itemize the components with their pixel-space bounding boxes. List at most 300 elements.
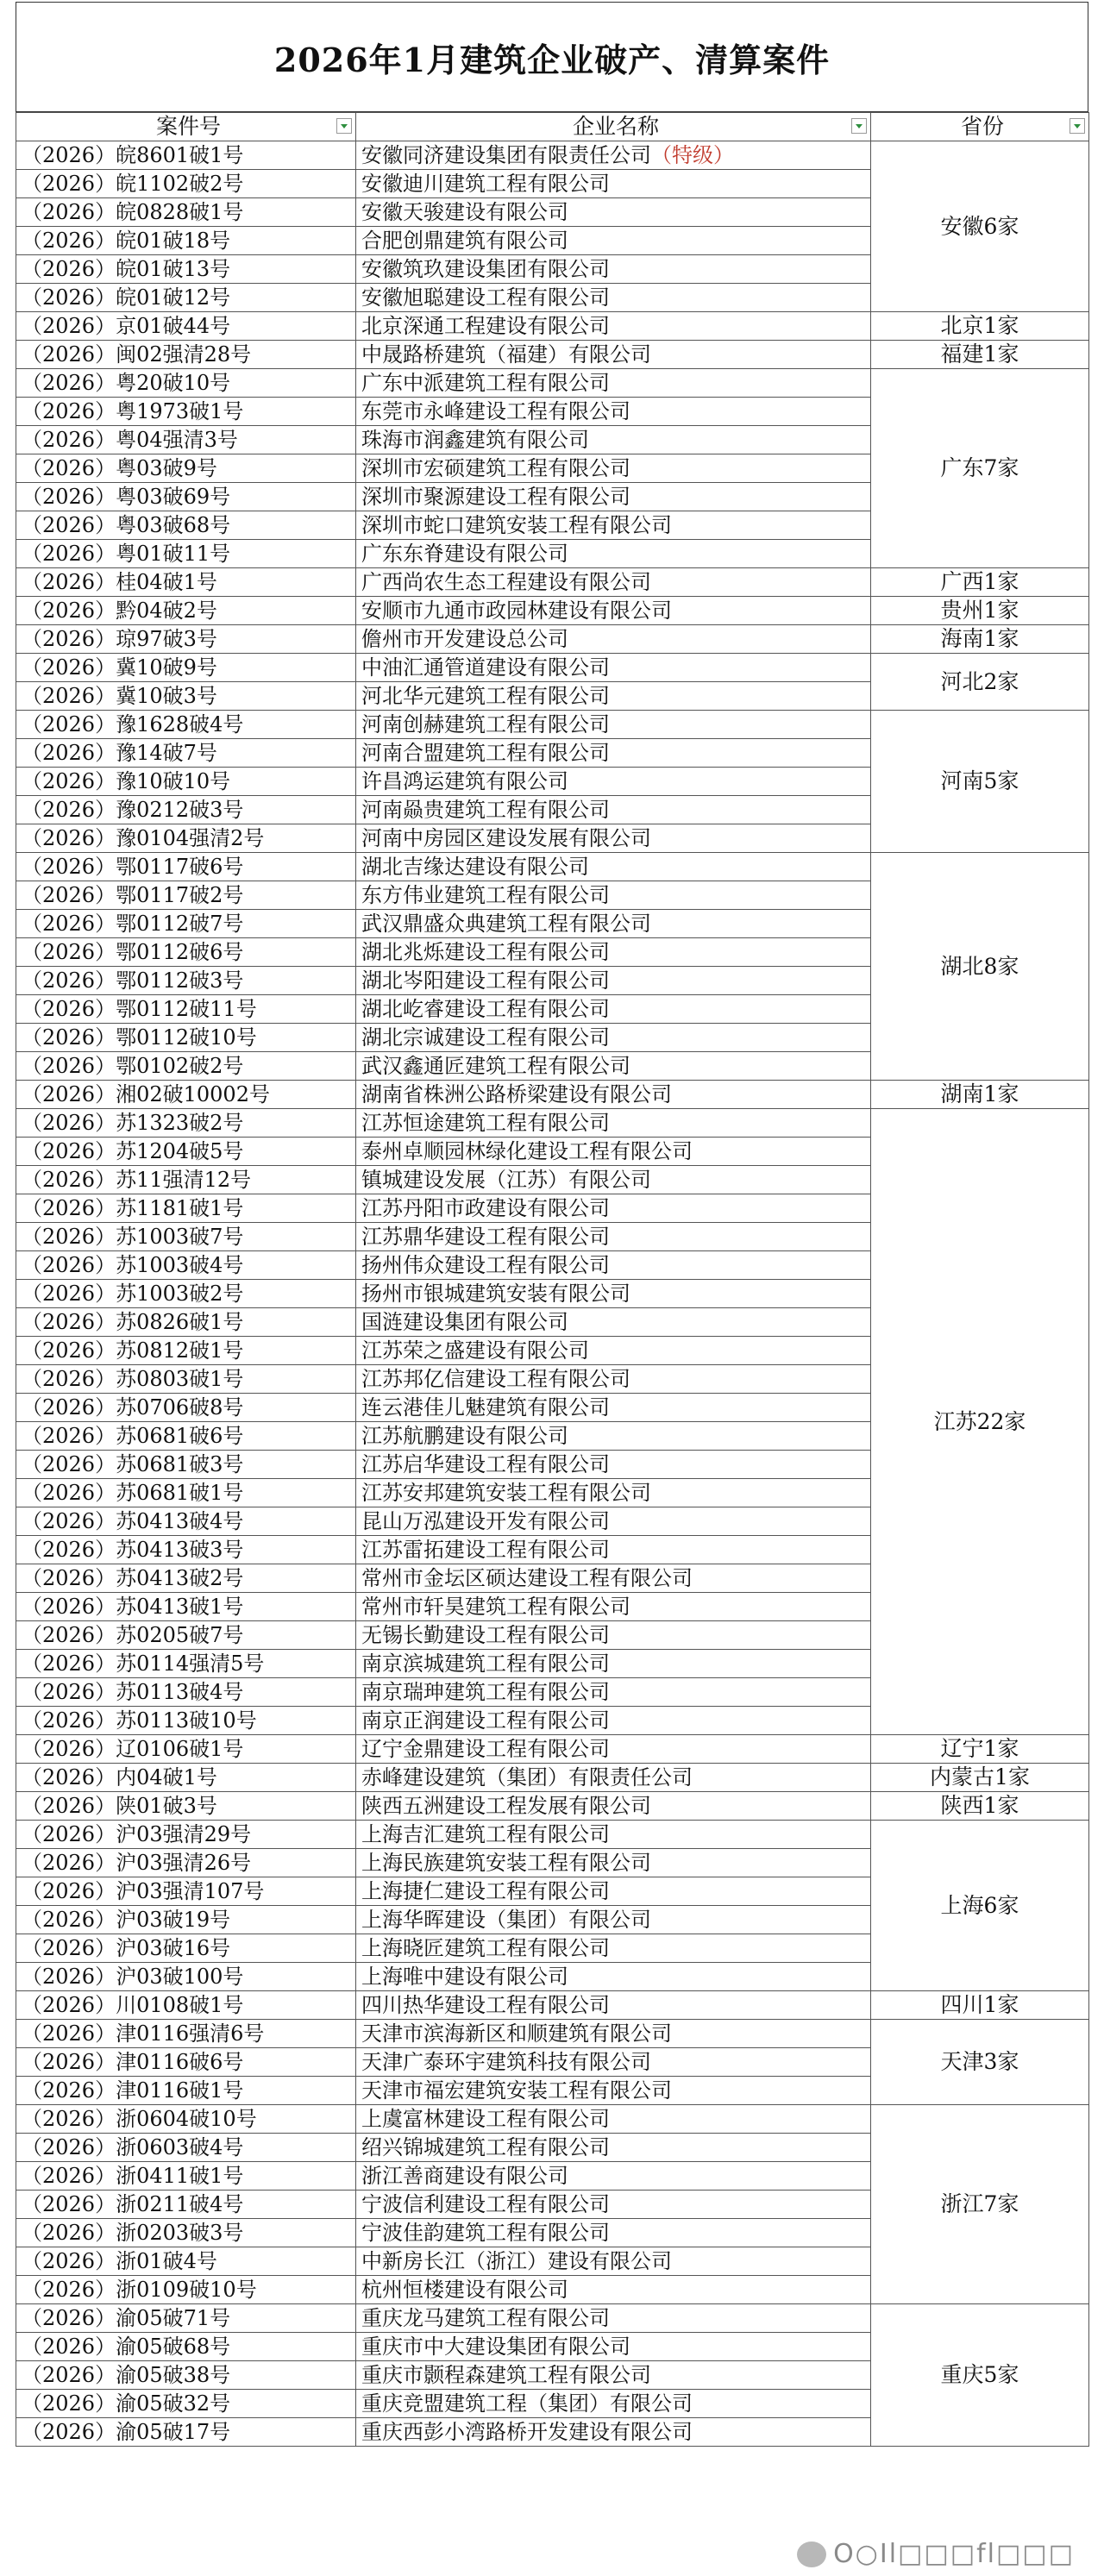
company-name: 浙江善商建设有限公司: [361, 2164, 568, 2188]
company-name: 广东东脊建设有限公司: [361, 542, 568, 566]
province-cell[interactable]: 湖南1家: [871, 1081, 1089, 1109]
watermark-text: O○Il□□□fl□□□: [833, 2539, 1075, 2569]
header-company: [356, 113, 871, 141]
company-name: 常州市金坛区硕达建设工程有限公司: [361, 1566, 693, 1590]
case-number-cell[interactable]: （2026）沪03破19号: [16, 1906, 356, 1934]
case-number-cell[interactable]: （2026）苏0113破4号: [16, 1678, 356, 1707]
case-number-cell[interactable]: （2026）豫0104强清2号: [16, 824, 356, 853]
case-number-cell[interactable]: （2026）苏1003破2号: [16, 1280, 356, 1308]
company-name: 常州市轩昊建筑工程有限公司: [361, 1595, 630, 1619]
company-name-cell[interactable]: [356, 1621, 871, 1650]
company-name-cell[interactable]: [356, 995, 871, 1024]
company-name-cell[interactable]: [356, 2077, 871, 2105]
company-name: 重庆龙马建筑工程有限公司: [361, 2306, 610, 2330]
case-number-cell[interactable]: （2026）粤01破11号: [16, 540, 356, 568]
company-name: 天津市滨海新区和顺建筑有限公司: [361, 2021, 672, 2046]
company-name: 扬州市银城建筑安装有限公司: [361, 1282, 630, 1306]
company-name-cell[interactable]: [356, 1821, 871, 1849]
company-name: 湖北兆烁建设工程有限公司: [361, 940, 610, 964]
case-number-cell[interactable]: （2026）苏0413破4号: [16, 1507, 356, 1536]
company-name-cell[interactable]: [356, 2191, 871, 2219]
company-name-cell[interactable]: [356, 1081, 871, 1109]
company-name: 安顺市九通市政园林建设有限公司: [361, 599, 672, 623]
company-name-cell[interactable]: [356, 2333, 871, 2361]
table-row: [16, 1109, 1089, 1138]
case-number-cell[interactable]: （2026）粤03破69号: [16, 483, 356, 511]
company-name: 广东中派建筑工程有限公司: [361, 371, 610, 395]
company-name-cell[interactable]: [356, 1280, 871, 1308]
company-name-cell[interactable]: [356, 540, 871, 568]
company-name-cell[interactable]: [356, 2361, 871, 2390]
case-number-cell[interactable]: （2026）浙01破4号: [16, 2247, 356, 2276]
company-name: 天津广泰环宇建筑科技有限公司: [361, 2050, 651, 2074]
case-number-cell[interactable]: （2026）粤03破9号: [16, 454, 356, 483]
company-name: 上虞富林建设工程有限公司: [361, 2107, 610, 2131]
company-name-cell[interactable]: [356, 1735, 871, 1764]
case-number-cell[interactable]: （2026）豫14破7号: [16, 739, 356, 768]
province-cell[interactable]: 福建1家: [871, 341, 1089, 369]
company-name-cell[interactable]: [356, 341, 871, 369]
company-name: 江苏安邦建筑安装工程有限公司: [361, 1481, 651, 1505]
company-name-cell[interactable]: [356, 739, 871, 768]
case-number-cell[interactable]: （2026）皖8601破1号: [16, 141, 356, 170]
table-row: [16, 568, 1089, 597]
table-row: [16, 1821, 1089, 1849]
company-name: 无锡长勤建设工程有限公司: [361, 1623, 610, 1647]
company-name-cell[interactable]: [356, 2418, 871, 2447]
company-name-cell[interactable]: [356, 2276, 871, 2304]
case-number-cell[interactable]: （2026）苏0812破1号: [16, 1337, 356, 1365]
filter-dropdown-icon[interactable]: [1070, 118, 1085, 134]
company-name-cell[interactable]: [356, 2134, 871, 2162]
company-name-cell[interactable]: [356, 568, 871, 597]
company-name-cell[interactable]: [356, 284, 871, 312]
table-row: [16, 1081, 1089, 1109]
company-name-cell[interactable]: [356, 1451, 871, 1479]
case-number-cell[interactable]: （2026）鄂0117破6号: [16, 853, 356, 881]
company-name-cell[interactable]: [356, 454, 871, 483]
table-row: [16, 625, 1089, 654]
company-name-cell[interactable]: [356, 1792, 871, 1821]
company-name-cell[interactable]: [356, 768, 871, 796]
case-number-cell[interactable]: （2026）皖01破18号: [16, 227, 356, 255]
case-number-cell[interactable]: （2026）桂04破1号: [16, 568, 356, 597]
province-cell[interactable]: 江苏22家: [871, 1109, 1089, 1735]
case-number-cell[interactable]: （2026）豫1628破4号: [16, 711, 356, 739]
company-name-cell[interactable]: [356, 2048, 871, 2077]
company-name: 湖北岑阳建设工程有限公司: [361, 968, 610, 993]
company-name: 杭州恒楼建设有限公司: [361, 2278, 568, 2302]
company-name-cell[interactable]: [356, 938, 871, 967]
company-name: 昆山万泓建设开发有限公司: [361, 1509, 610, 1533]
case-number-cell[interactable]: （2026）京01破44号: [16, 312, 356, 341]
company-name: 中油汇通管道建设有限公司: [361, 655, 610, 680]
case-number-cell[interactable]: （2026）津0116强清6号: [16, 2020, 356, 2048]
company-name: 安徽同济建设集团有限责任公司: [361, 143, 651, 167]
case-number-cell[interactable]: （2026）苏1323破2号: [16, 1109, 356, 1138]
company-name: 重庆西彭小湾路桥开发建设有限公司: [361, 2420, 693, 2444]
header-case-no: [16, 113, 356, 141]
case-number-cell[interactable]: （2026）浙0203破3号: [16, 2219, 356, 2247]
case-number-cell[interactable]: （2026）沪03强清107号: [16, 1877, 356, 1906]
company-name: 武汉鼎盛众典建筑工程有限公司: [361, 912, 651, 936]
company-name: 湖北屹睿建设工程有限公司: [361, 997, 610, 1021]
table-row: [16, 1991, 1089, 2020]
case-number-cell[interactable]: （2026）黔04破2号: [16, 597, 356, 625]
company-name: 江苏恒途建筑工程有限公司: [361, 1111, 610, 1135]
case-table: [16, 112, 1089, 2447]
company-name: 许昌鸿运建筑有限公司: [361, 769, 568, 793]
company-name: 宁波信利建设工程有限公司: [361, 2192, 610, 2216]
case-number-cell[interactable]: （2026）陕01破3号: [16, 1792, 356, 1821]
company-name-cell[interactable]: [356, 682, 871, 711]
company-name: 上海民族建筑安装工程有限公司: [361, 1851, 651, 1875]
company-name: 上海晓匠建筑工程有限公司: [361, 1936, 610, 1960]
case-number-cell[interactable]: （2026）渝05破17号: [16, 2418, 356, 2447]
case-number-cell[interactable]: （2026）浙0411破1号: [16, 2162, 356, 2191]
company-name: 陕西五洲建设工程发展有限公司: [361, 1794, 651, 1818]
company-name-cell[interactable]: [356, 853, 871, 881]
company-name-cell[interactable]: [356, 1166, 871, 1194]
table-row: [16, 711, 1089, 739]
case-number-cell[interactable]: （2026）皖0828破1号: [16, 198, 356, 227]
case-number-cell[interactable]: （2026）苏1003破7号: [16, 1223, 356, 1251]
company-name: 江苏启华建设工程有限公司: [361, 1452, 610, 1476]
company-name: 东莞市永峰建设工程有限公司: [361, 399, 630, 423]
table-row: [16, 1735, 1089, 1764]
case-number-cell[interactable]: （2026）津0116破6号: [16, 2048, 356, 2077]
company-name-cell[interactable]: [356, 1764, 871, 1792]
company-name: 河南合盟建筑工程有限公司: [361, 741, 610, 765]
company-name-cell[interactable]: [356, 711, 871, 739]
header-company-label: 企业名称: [572, 114, 659, 139]
case-number-cell[interactable]: （2026）津0116破1号: [16, 2077, 356, 2105]
company-name: 绍兴锦城建筑工程有限公司: [361, 2135, 610, 2159]
spreadsheet: [16, 2, 1088, 2447]
case-number-cell[interactable]: （2026）冀10破9号: [16, 654, 356, 682]
table-row: [16, 2020, 1089, 2048]
province-cell[interactable]: 上海6家: [871, 1821, 1089, 1991]
case-number-cell[interactable]: （2026）沪03强清29号: [16, 1821, 356, 1849]
case-number-cell[interactable]: （2026）皖01破13号: [16, 255, 356, 284]
case-number-cell[interactable]: （2026）苏0826破1号: [16, 1308, 356, 1337]
company-name: 上海吉汇建筑工程有限公司: [361, 1822, 610, 1846]
case-number-cell[interactable]: （2026）皖1102破2号: [16, 170, 356, 198]
company-name: 赤峰建设建筑（集团）有限责任公司: [361, 1765, 693, 1789]
company-name-cell[interactable]: [356, 625, 871, 654]
company-name-cell[interactable]: [356, 597, 871, 625]
company-name: 重庆市中大建设集团有限公司: [361, 2335, 630, 2359]
company-name-cell[interactable]: [356, 1394, 871, 1422]
company-name: 上海捷仁建设工程有限公司: [361, 1879, 610, 1903]
province-cell[interactable]: 安徽6家: [871, 141, 1089, 312]
case-number-cell[interactable]: （2026）鄂0117破2号: [16, 881, 356, 910]
case-number-cell[interactable]: （2026）粤1973破1号: [16, 398, 356, 426]
case-number-cell[interactable]: （2026）渝05破71号: [16, 2304, 356, 2333]
company-name-cell[interactable]: [356, 796, 871, 824]
case-number-cell[interactable]: （2026）豫10破10号: [16, 768, 356, 796]
case-number-cell[interactable]: （2026）内04破1号: [16, 1764, 356, 1792]
company-name: 南京滨城建筑工程有限公司: [361, 1652, 610, 1676]
province-cell[interactable]: 天津3家: [871, 2020, 1089, 2105]
company-name-cell[interactable]: [356, 1678, 871, 1707]
company-name: 湖北宗诚建设工程有限公司: [361, 1025, 610, 1050]
company-name-cell[interactable]: [356, 1877, 871, 1906]
case-number-cell[interactable]: （2026）苏0681破3号: [16, 1451, 356, 1479]
company-name-cell[interactable]: [356, 1337, 871, 1365]
company-name: 四川热华建设工程有限公司: [361, 1993, 610, 2017]
company-name: 江苏丹阳市政建设有限公司: [361, 1196, 610, 1220]
company-name-cell[interactable]: [356, 2162, 871, 2191]
company-name-cell[interactable]: [356, 170, 871, 198]
case-number-cell[interactable]: （2026）浙0109破10号: [16, 2276, 356, 2304]
company-name-cell[interactable]: [356, 1934, 871, 1963]
company-name-cell[interactable]: [356, 1507, 871, 1536]
company-name-cell[interactable]: [356, 1849, 871, 1877]
company-name: 连云港佳儿魅建筑有限公司: [361, 1395, 610, 1420]
company-name-cell[interactable]: [356, 312, 871, 341]
case-number-cell[interactable]: （2026）苏1204破5号: [16, 1138, 356, 1166]
company-name: 儋州市开发建设总公司: [361, 627, 568, 651]
company-name-cell[interactable]: [356, 824, 871, 853]
case-number-cell[interactable]: （2026）粤03破68号: [16, 511, 356, 540]
company-name: 安徽天骏建设有限公司: [361, 200, 568, 224]
company-name: 深圳市聚源建设工程有限公司: [361, 485, 630, 509]
special-grade-tag: （特级）: [651, 143, 734, 167]
company-name-cell[interactable]: [356, 369, 871, 398]
company-name: 合肥创鼎建筑有限公司: [361, 229, 568, 253]
case-number-cell[interactable]: （2026）鄂0112破7号: [16, 910, 356, 938]
company-name-cell[interactable]: [356, 2020, 871, 2048]
case-number-cell[interactable]: （2026）鄂0112破3号: [16, 967, 356, 995]
company-name-cell[interactable]: [356, 1422, 871, 1451]
title-cell: [16, 2, 1088, 112]
company-name-cell[interactable]: [356, 1308, 871, 1337]
company-name: 南京瑞珅建筑工程有限公司: [361, 1680, 610, 1704]
company-name-cell[interactable]: [356, 141, 871, 170]
company-name: 江苏鼎华建设工程有限公司: [361, 1225, 610, 1249]
company-name: 广西尚农生态工程建设有限公司: [361, 570, 651, 594]
company-name-cell[interactable]: [356, 1365, 871, 1394]
case-number-cell[interactable]: （2026）沪03破16号: [16, 1934, 356, 1963]
province-cell[interactable]: 北京1家: [871, 312, 1089, 341]
company-name-cell[interactable]: [356, 654, 871, 682]
company-name-cell[interactable]: [356, 2304, 871, 2333]
table-row: [16, 369, 1089, 398]
company-name-cell[interactable]: [356, 1251, 871, 1280]
company-name-cell[interactable]: [356, 511, 871, 540]
case-number-cell[interactable]: （2026）浙0211破4号: [16, 2191, 356, 2219]
company-name: 江苏荣之盛建设有限公司: [361, 1338, 589, 1363]
table-row: [16, 853, 1089, 881]
case-number-cell[interactable]: （2026）渝05破68号: [16, 2333, 356, 2361]
company-name-cell[interactable]: [356, 2219, 871, 2247]
company-name: 安徽筑玖建设集团有限公司: [361, 257, 610, 281]
case-number-cell[interactable]: （2026）苏0706破8号: [16, 1394, 356, 1422]
case-number-cell[interactable]: （2026）皖01破12号: [16, 284, 356, 312]
company-name-cell[interactable]: [356, 1109, 871, 1138]
watermark: [797, 2539, 1075, 2569]
company-name-cell[interactable]: [356, 1052, 871, 1081]
company-name-cell[interactable]: [356, 1479, 871, 1507]
case-number-cell[interactable]: （2026）苏0681破1号: [16, 1479, 356, 1507]
province-cell[interactable]: 重庆5家: [871, 2304, 1089, 2447]
case-number-cell[interactable]: （2026）苏0681破6号: [16, 1422, 356, 1451]
company-name: 天津市福宏建筑安装工程有限公司: [361, 2078, 672, 2103]
case-number-cell[interactable]: （2026）苏0413破1号: [16, 1593, 356, 1621]
header-row: [16, 113, 1089, 141]
wechat-logo-icon: [797, 2542, 826, 2567]
province-cell[interactable]: 四川1家: [871, 1991, 1089, 2020]
page-title: 2026年1月建筑企业破产、清算案件: [273, 40, 831, 79]
table-row: [16, 597, 1089, 625]
case-number-cell[interactable]: （2026）苏0413破3号: [16, 1536, 356, 1564]
case-number-cell[interactable]: （2026）鄂0112破6号: [16, 938, 356, 967]
case-number-cell[interactable]: （2026）闽02强清28号: [16, 341, 356, 369]
company-name: 东方伟业建筑工程有限公司: [361, 883, 610, 907]
case-number-cell[interactable]: （2026）浙0603破4号: [16, 2134, 356, 2162]
company-name-cell[interactable]: [356, 1593, 871, 1621]
company-name-cell[interactable]: [356, 1650, 871, 1678]
company-name-cell[interactable]: [356, 1906, 871, 1934]
company-name: 北京深通工程建设有限公司: [361, 314, 610, 338]
company-name-cell[interactable]: [356, 1138, 871, 1166]
company-name: 宁波佳韵建筑工程有限公司: [361, 2221, 610, 2245]
company-name-cell[interactable]: [356, 881, 871, 910]
company-name-cell[interactable]: [356, 426, 871, 454]
case-number-cell[interactable]: （2026）苏0413破2号: [16, 1564, 356, 1593]
case-number-cell[interactable]: （2026）辽0106破1号: [16, 1735, 356, 1764]
company-name: 上海华晖建设（集团）有限公司: [361, 1908, 651, 1932]
company-name: 河南中房园区建设发展有限公司: [361, 826, 651, 850]
table-body: [16, 141, 1089, 2447]
company-name-cell[interactable]: [356, 1963, 871, 1991]
province-cell[interactable]: 海南1家: [871, 625, 1089, 654]
province-cell[interactable]: 浙江7家: [871, 2105, 1089, 2304]
province-cell[interactable]: 陕西1家: [871, 1792, 1089, 1821]
province-cell[interactable]: 河北2家: [871, 654, 1089, 711]
case-number-cell[interactable]: （2026）渝05破32号: [16, 2390, 356, 2418]
company-name: 南京正润建设工程有限公司: [361, 1708, 610, 1733]
company-name-cell[interactable]: [356, 1991, 871, 2020]
company-name: 上海唯中建设有限公司: [361, 1965, 568, 1989]
company-name: 中新房长江（浙江）建设有限公司: [361, 2249, 672, 2273]
company-name-cell[interactable]: [356, 1536, 871, 1564]
province-cell[interactable]: 河南5家: [871, 711, 1089, 853]
company-name-cell[interactable]: [356, 255, 871, 284]
case-number-cell[interactable]: （2026）苏0803破1号: [16, 1365, 356, 1394]
case-number-cell[interactable]: （2026）沪03强清26号: [16, 1849, 356, 1877]
company-name: 河北华元建筑工程有限公司: [361, 684, 610, 708]
table-row: [16, 141, 1089, 170]
case-number-cell[interactable]: （2026）琼97破3号: [16, 625, 356, 654]
case-number-cell[interactable]: （2026）鄂0102破2号: [16, 1052, 356, 1081]
province-cell[interactable]: 内蒙古1家: [871, 1764, 1089, 1792]
table-row: [16, 654, 1089, 682]
company-name: 珠海市润鑫建筑有限公司: [361, 428, 589, 452]
company-name-cell[interactable]: [356, 2105, 871, 2134]
case-number-cell[interactable]: （2026）苏0113破10号: [16, 1707, 356, 1735]
case-number-cell[interactable]: （2026）豫0212破3号: [16, 796, 356, 824]
company-name-cell[interactable]: [356, 198, 871, 227]
company-name-cell[interactable]: [356, 1223, 871, 1251]
company-name: 国涟建设集团有限公司: [361, 1310, 568, 1334]
company-name-cell[interactable]: [356, 967, 871, 995]
case-number-cell[interactable]: （2026）冀10破3号: [16, 682, 356, 711]
province-cell[interactable]: 湖北8家: [871, 853, 1089, 1081]
table-row: [16, 2304, 1089, 2333]
company-name: 深圳市宏硕建筑工程有限公司: [361, 456, 630, 480]
company-name: 武汉鑫通匠建筑工程有限公司: [361, 1054, 630, 1078]
company-name-cell[interactable]: [356, 2247, 871, 2276]
company-name: 扬州伟众建设工程有限公司: [361, 1253, 610, 1277]
header-province-label: 省份: [960, 114, 1004, 139]
company-name-cell[interactable]: [356, 483, 871, 511]
company-name-cell[interactable]: [356, 398, 871, 426]
company-name: 安徽迪川建筑工程有限公司: [361, 172, 610, 196]
company-name-cell[interactable]: [356, 910, 871, 938]
table-row: [16, 312, 1089, 341]
case-number-cell[interactable]: （2026）苏0205破7号: [16, 1621, 356, 1650]
company-name-cell[interactable]: [356, 2390, 871, 2418]
company-name-cell[interactable]: [356, 1564, 871, 1593]
table-row: [16, 1764, 1089, 1792]
company-name: 深圳市蛇口建筑安装工程有限公司: [361, 513, 672, 537]
header-case-no-label: 案件号: [155, 114, 221, 139]
case-number-cell[interactable]: （2026）川0108破1号: [16, 1991, 356, 2020]
company-name: 泰州卓顺园林绿化建设工程有限公司: [361, 1139, 693, 1163]
case-number-cell[interactable]: （2026）沪03破100号: [16, 1963, 356, 1991]
company-name: 重庆市颢程森建筑工程有限公司: [361, 2363, 651, 2387]
company-name-cell[interactable]: [356, 227, 871, 255]
province-cell[interactable]: 辽宁1家: [871, 1735, 1089, 1764]
company-name: 江苏雷拓建设工程有限公司: [361, 1538, 610, 1562]
company-name-cell[interactable]: [356, 1707, 871, 1735]
company-name: 中晟路桥建筑（福建）有限公司: [361, 342, 651, 367]
company-name: 湖北吉缘达建设有限公司: [361, 855, 589, 879]
table-row: [16, 2105, 1089, 2134]
company-name: 江苏航鹏建设有限公司: [361, 1424, 568, 1448]
company-name-cell[interactable]: [356, 1024, 871, 1052]
case-number-cell[interactable]: （2026）鄂0112破10号: [16, 1024, 356, 1052]
filter-dropdown-icon[interactable]: [851, 118, 867, 134]
case-number-cell[interactable]: （2026）苏1003破4号: [16, 1251, 356, 1280]
case-number-cell[interactable]: （2026）鄂0112破11号: [16, 995, 356, 1024]
case-number-cell[interactable]: （2026）苏11强清12号: [16, 1166, 356, 1194]
case-number-cell[interactable]: （2026）湘02破10002号: [16, 1081, 356, 1109]
company-name: 辽宁金鼎建设工程有限公司: [361, 1737, 610, 1761]
case-number-cell[interactable]: （2026）粤04强清3号: [16, 426, 356, 454]
case-number-cell[interactable]: （2026）苏0114强清5号: [16, 1650, 356, 1678]
company-name: 河南创赫建筑工程有限公司: [361, 712, 610, 736]
case-number-cell[interactable]: （2026）浙0604破10号: [16, 2105, 356, 2134]
company-name: 湖南省株洲公路桥梁建设有限公司: [361, 1082, 672, 1106]
province-cell[interactable]: 广西1家: [871, 568, 1089, 597]
company-name: 安徽旭聪建设工程有限公司: [361, 285, 610, 310]
case-number-cell[interactable]: （2026）苏1181破1号: [16, 1194, 356, 1223]
province-cell[interactable]: 广东7家: [871, 369, 1089, 568]
filter-dropdown-icon[interactable]: [336, 118, 352, 134]
company-name: 镇城建设发展（江苏）有限公司: [361, 1168, 651, 1192]
case-number-cell[interactable]: （2026）渝05破38号: [16, 2361, 356, 2390]
company-name-cell[interactable]: [356, 1194, 871, 1223]
province-cell[interactable]: 贵州1家: [871, 597, 1089, 625]
case-number-cell[interactable]: （2026）粤20破10号: [16, 369, 356, 398]
company-name: 江苏邦亿信建设工程有限公司: [361, 1367, 630, 1391]
table-row: [16, 341, 1089, 369]
header-province: [871, 113, 1089, 141]
company-name: 河南赑贵建筑工程有限公司: [361, 798, 610, 822]
